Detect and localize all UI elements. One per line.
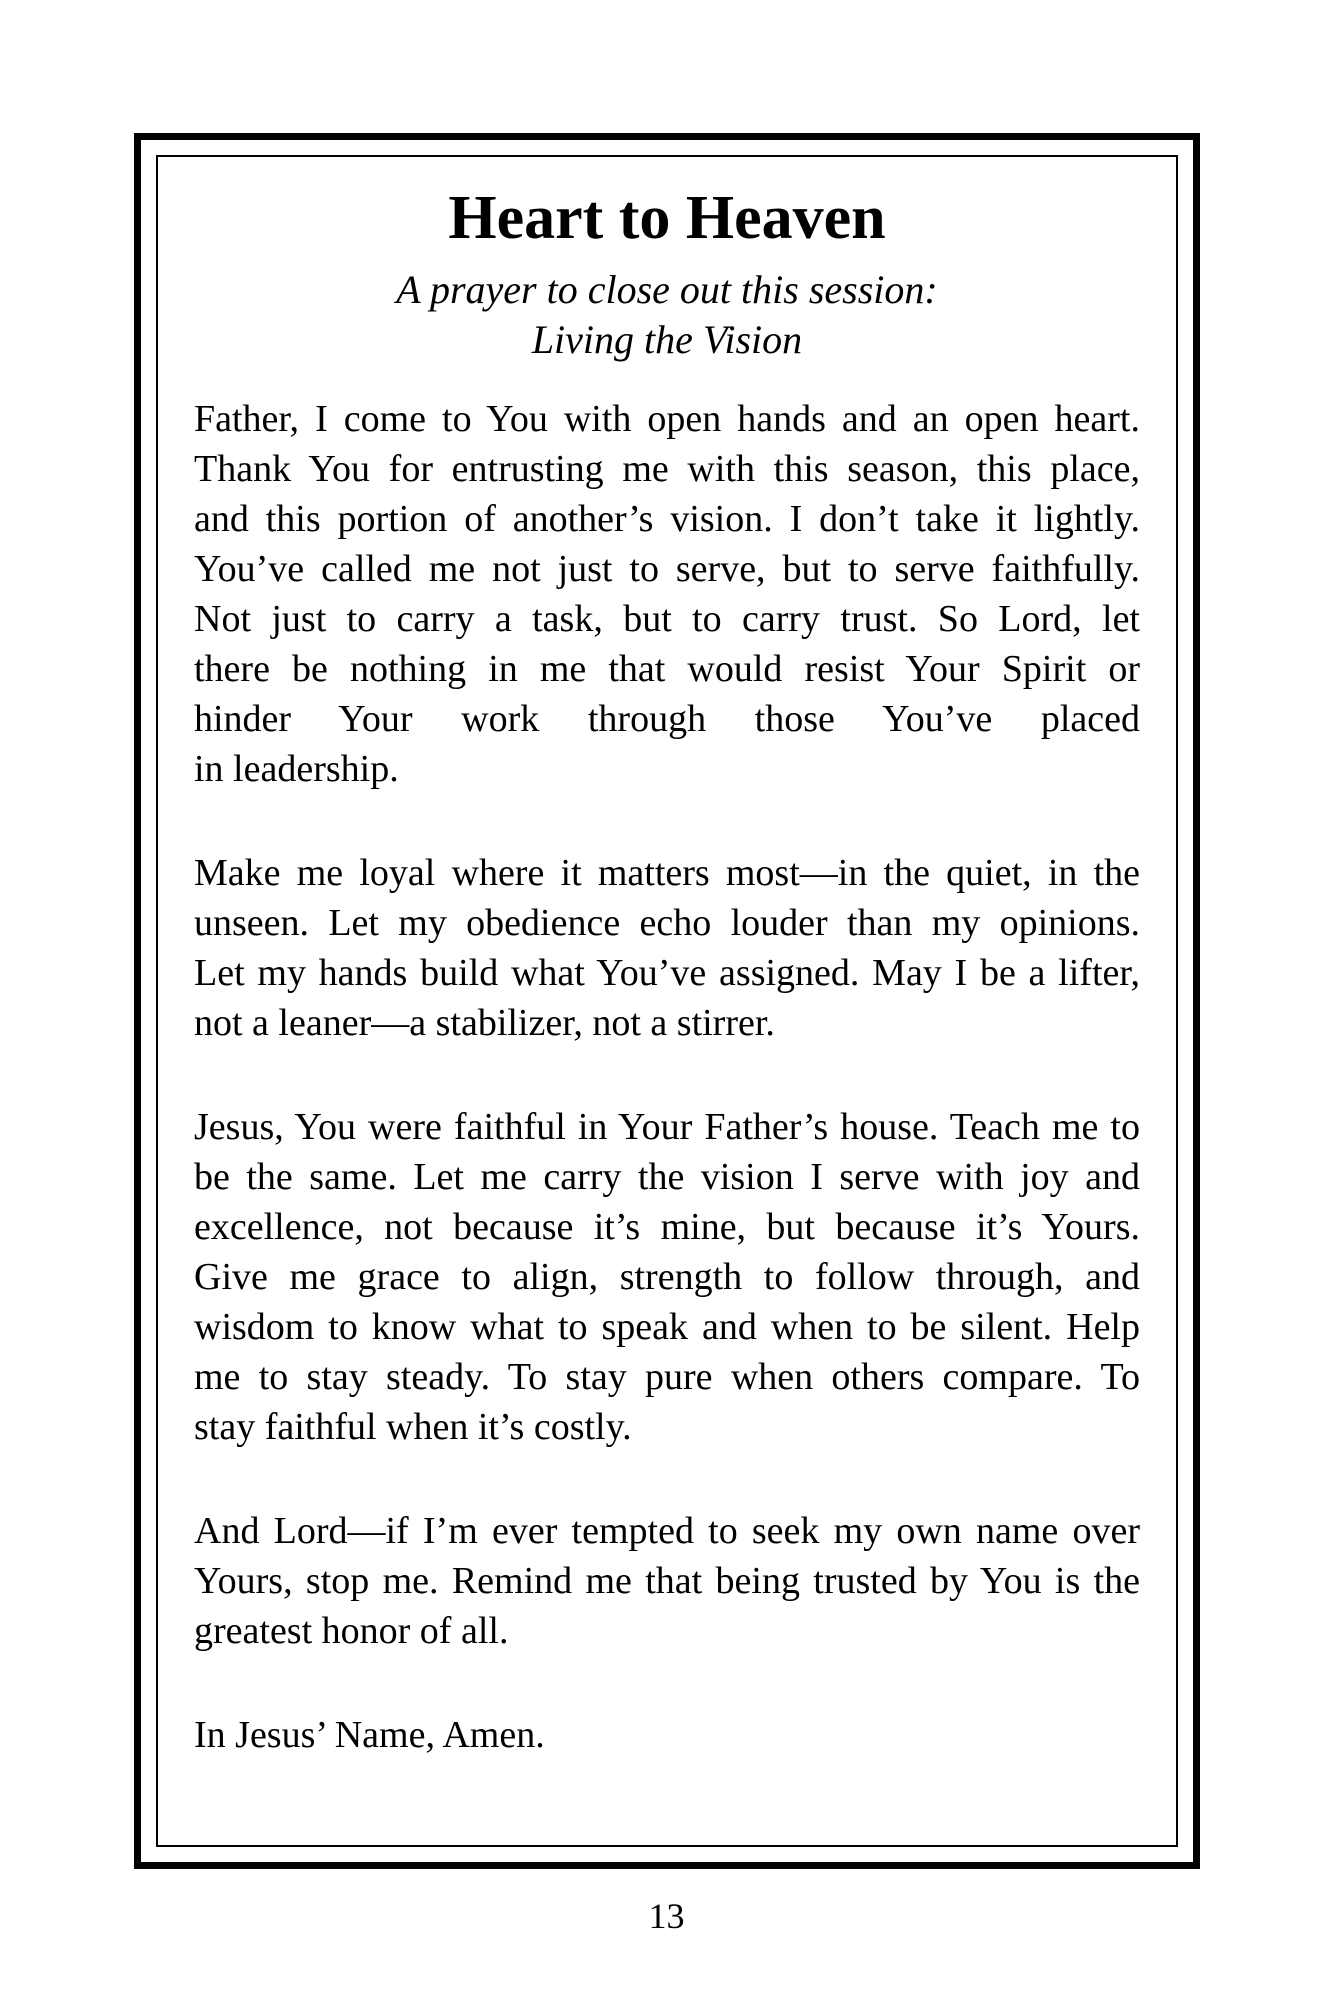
text-line: Yours, stop me. Remind me that being trusted by You is the — [194, 1560, 1140, 1602]
page-title: Heart to Heaven — [448, 184, 886, 252]
text-line: In Jesus’ Name, Amen. — [194, 1714, 545, 1756]
text-line: Thank You for entrusting me with this season, this place, — [194, 448, 1140, 490]
text-line: me to stay steady. To stay pure when others compare. To — [194, 1356, 1140, 1398]
text-line: Let my hands build what You’ve assigned. May I be a lifter, — [194, 952, 1140, 994]
page-border-outer — [134, 133, 1200, 1869]
prayer-paragraph — [194, 394, 1140, 794]
text-line: Not just to carry a task, but to carry trust. So Lord, let — [194, 598, 1140, 640]
page-border-inner — [156, 155, 1178, 1847]
text-line: Jesus, You were faithful in Your Father’s house. Teach me to — [194, 1106, 1140, 1148]
prayer-paragraph — [194, 1506, 1140, 1656]
text-line: and this portion of another’s vision. I don’t take it lightly. — [194, 498, 1140, 540]
text-line: not a leaner—a stabilizer, not a stirrer. — [194, 1002, 775, 1044]
prayer-paragraph — [194, 848, 1140, 1048]
text-line: wisdom to know what to speak and when to be silent. Help — [194, 1306, 1140, 1348]
text-line: And Lord—if I’m ever tempted to seek my own name over — [194, 1510, 1140, 1552]
text-line: Give me grace to align, strength to follow through, and — [194, 1256, 1140, 1298]
text-line: You’ve called me not just to serve, but to serve faithfully. — [194, 548, 1140, 590]
text-line: stay faithful when it’s costly. — [194, 1406, 632, 1448]
text-line: unseen. Let my obedience echo louder than my opinions. — [194, 902, 1140, 944]
subtitle-line-2: Living the Vision — [531, 317, 803, 362]
text-line: there be nothing in me that would resist Your Spirit or — [194, 648, 1140, 690]
text-line: greatest honor of all. — [194, 1610, 509, 1652]
page-content — [194, 157, 1140, 1760]
text-line: hinder Your work through those You’ve placed — [194, 698, 1140, 740]
page-number: 13 — [648, 1896, 685, 1936]
text-line: excellence, not because it’s mine, but because it’s Yours. — [194, 1206, 1140, 1248]
text-line: Father, I come to You with open hands and an open heart. — [194, 398, 1140, 440]
text-line: in leadership. — [194, 748, 399, 790]
subtitle-line-1: A prayer to close out this session: — [396, 267, 938, 312]
prayer-paragraph — [194, 1710, 1140, 1760]
prayer-text — [194, 394, 1140, 1760]
prayer-paragraph — [194, 1102, 1140, 1452]
text-line: be the same. Let me carry the vision I serve with joy and — [194, 1156, 1140, 1198]
text-line: Make me loyal where it matters most—in the quiet, in the — [194, 852, 1140, 894]
